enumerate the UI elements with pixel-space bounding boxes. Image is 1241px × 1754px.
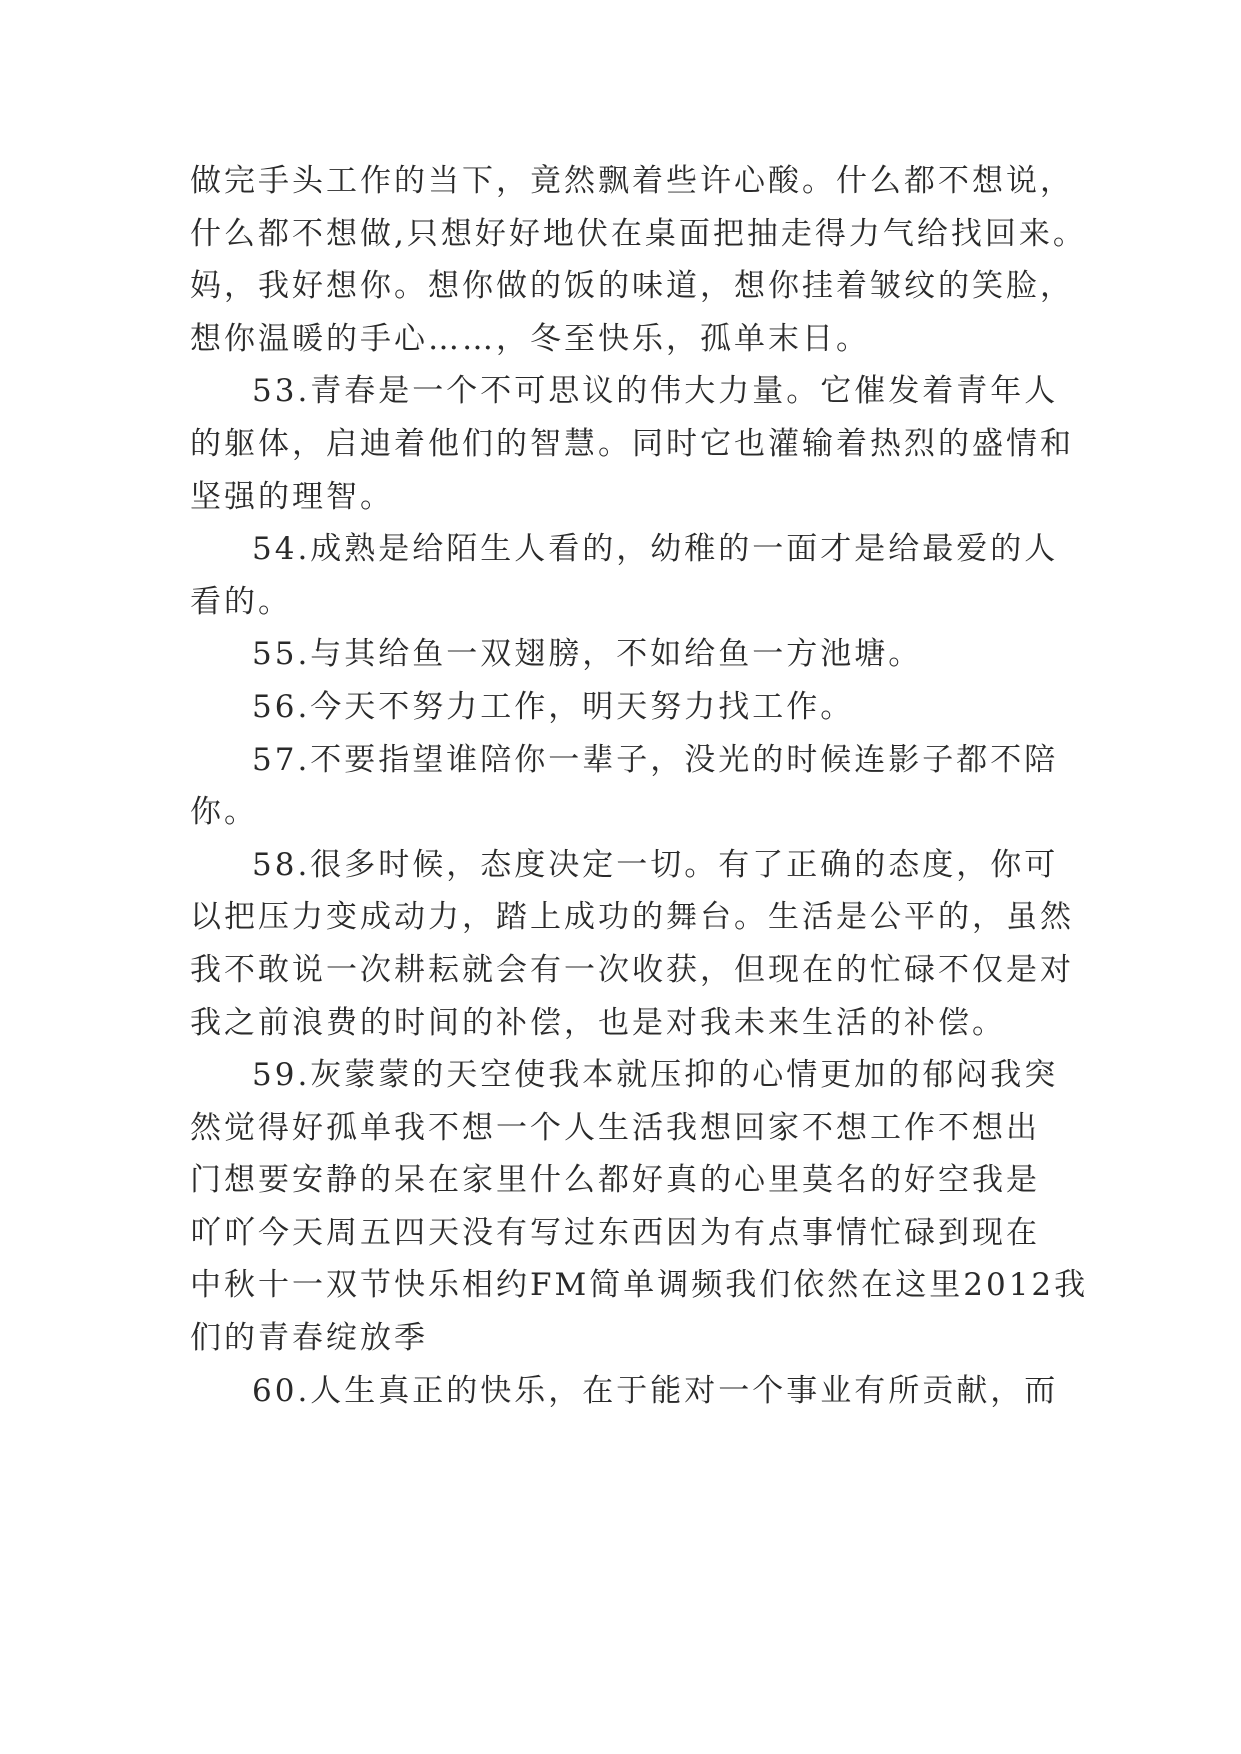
paragraph-line: 看的。 xyxy=(190,583,292,620)
paragraph-line: 吖吖今天周五四天没有写过东西因为有点事情忙碌到现在 xyxy=(190,1214,1040,1251)
paragraph-p53 xyxy=(190,365,1074,523)
paragraph-line: 坚强的理智。 xyxy=(190,478,394,515)
paragraph-line: 以把压力变成动力，踏上成功的舞台。生活是公平的，虽然 xyxy=(190,899,1074,936)
paragraph-line: 58.很多时候，态度决定一切。有了正确的态度，你可 xyxy=(252,846,1059,883)
paragraph-line: 54.成熟是给陌生人看的，幼稚的一面才是给最爱的人 xyxy=(252,531,1059,568)
paragraph-p55 xyxy=(190,628,1050,681)
paragraph-line: 53.青春是一个不可思议的伟大力量。它催发着青年人 xyxy=(252,373,1059,410)
paragraph-p54 xyxy=(190,523,1059,628)
paragraph-p56 xyxy=(190,681,1050,734)
paragraph-line: 55.与其给鱼一双翅膀，不如给鱼一方池塘。 xyxy=(252,636,923,673)
paragraph-p58 xyxy=(190,839,1074,1049)
paragraph-line: 59.灰蒙蒙的天空使我本就压抑的心情更加的郁闷我突 xyxy=(252,1057,1059,1094)
paragraph-line: 什么都不想做,只想好好地伏在桌面把抽走得力气给找回来。 xyxy=(190,215,1087,252)
paragraph-line: 妈，我好想你。想你做的饭的味道，想你挂着皱纹的笑脸， xyxy=(190,268,1074,305)
paragraph-line: 中秋十一双节快乐相约FM简单调频我们依然在这里2012我 xyxy=(190,1267,1089,1304)
paragraph-p57 xyxy=(190,734,1059,839)
paragraph-line: 门想要安静的呆在家里什么都好真的心里莫名的好空我是 xyxy=(190,1162,1040,1199)
paragraph-line: 你。 xyxy=(190,794,258,831)
paragraph-line: 我不敢说一次耕耘就会有一次收获，但现在的忙碌不仅是对 xyxy=(190,951,1074,988)
paragraph-p60 xyxy=(190,1365,1059,1418)
paragraph-p59 xyxy=(190,1049,1089,1365)
paragraph-line: 57.不要指望谁陪你一辈子，没光的时候连影子都不陪 xyxy=(252,741,1059,778)
paragraph-line: 56.今天不努力工作，明天努力找工作。 xyxy=(252,688,855,725)
paragraph-line: 我之前浪费的时间的补偿，也是对我未来生活的补偿。 xyxy=(190,1004,1006,1041)
paragraph-line: 做完手头工作的当下，竟然飘着些许心酸。什么都不想说， xyxy=(190,163,1074,199)
paragraph-line: 们的青春绽放季 xyxy=(190,1320,428,1357)
document-body xyxy=(190,155,1089,1417)
paragraph-line: 60.人生真正的快乐，在于能对一个事业有所贡献，而 xyxy=(252,1372,1059,1409)
paragraph-line: 的躯体，启迪着他们的智慧。同时它也灌输着热烈的盛情和 xyxy=(190,425,1074,462)
paragraph-line: 然觉得好孤单我不想一个人生活我想回家不想工作不想出 xyxy=(190,1109,1040,1146)
paragraph-line: 想你温暖的手心……，冬至快乐，孤单末日。 xyxy=(190,320,870,357)
paragraph-p52-cont xyxy=(190,155,1087,365)
